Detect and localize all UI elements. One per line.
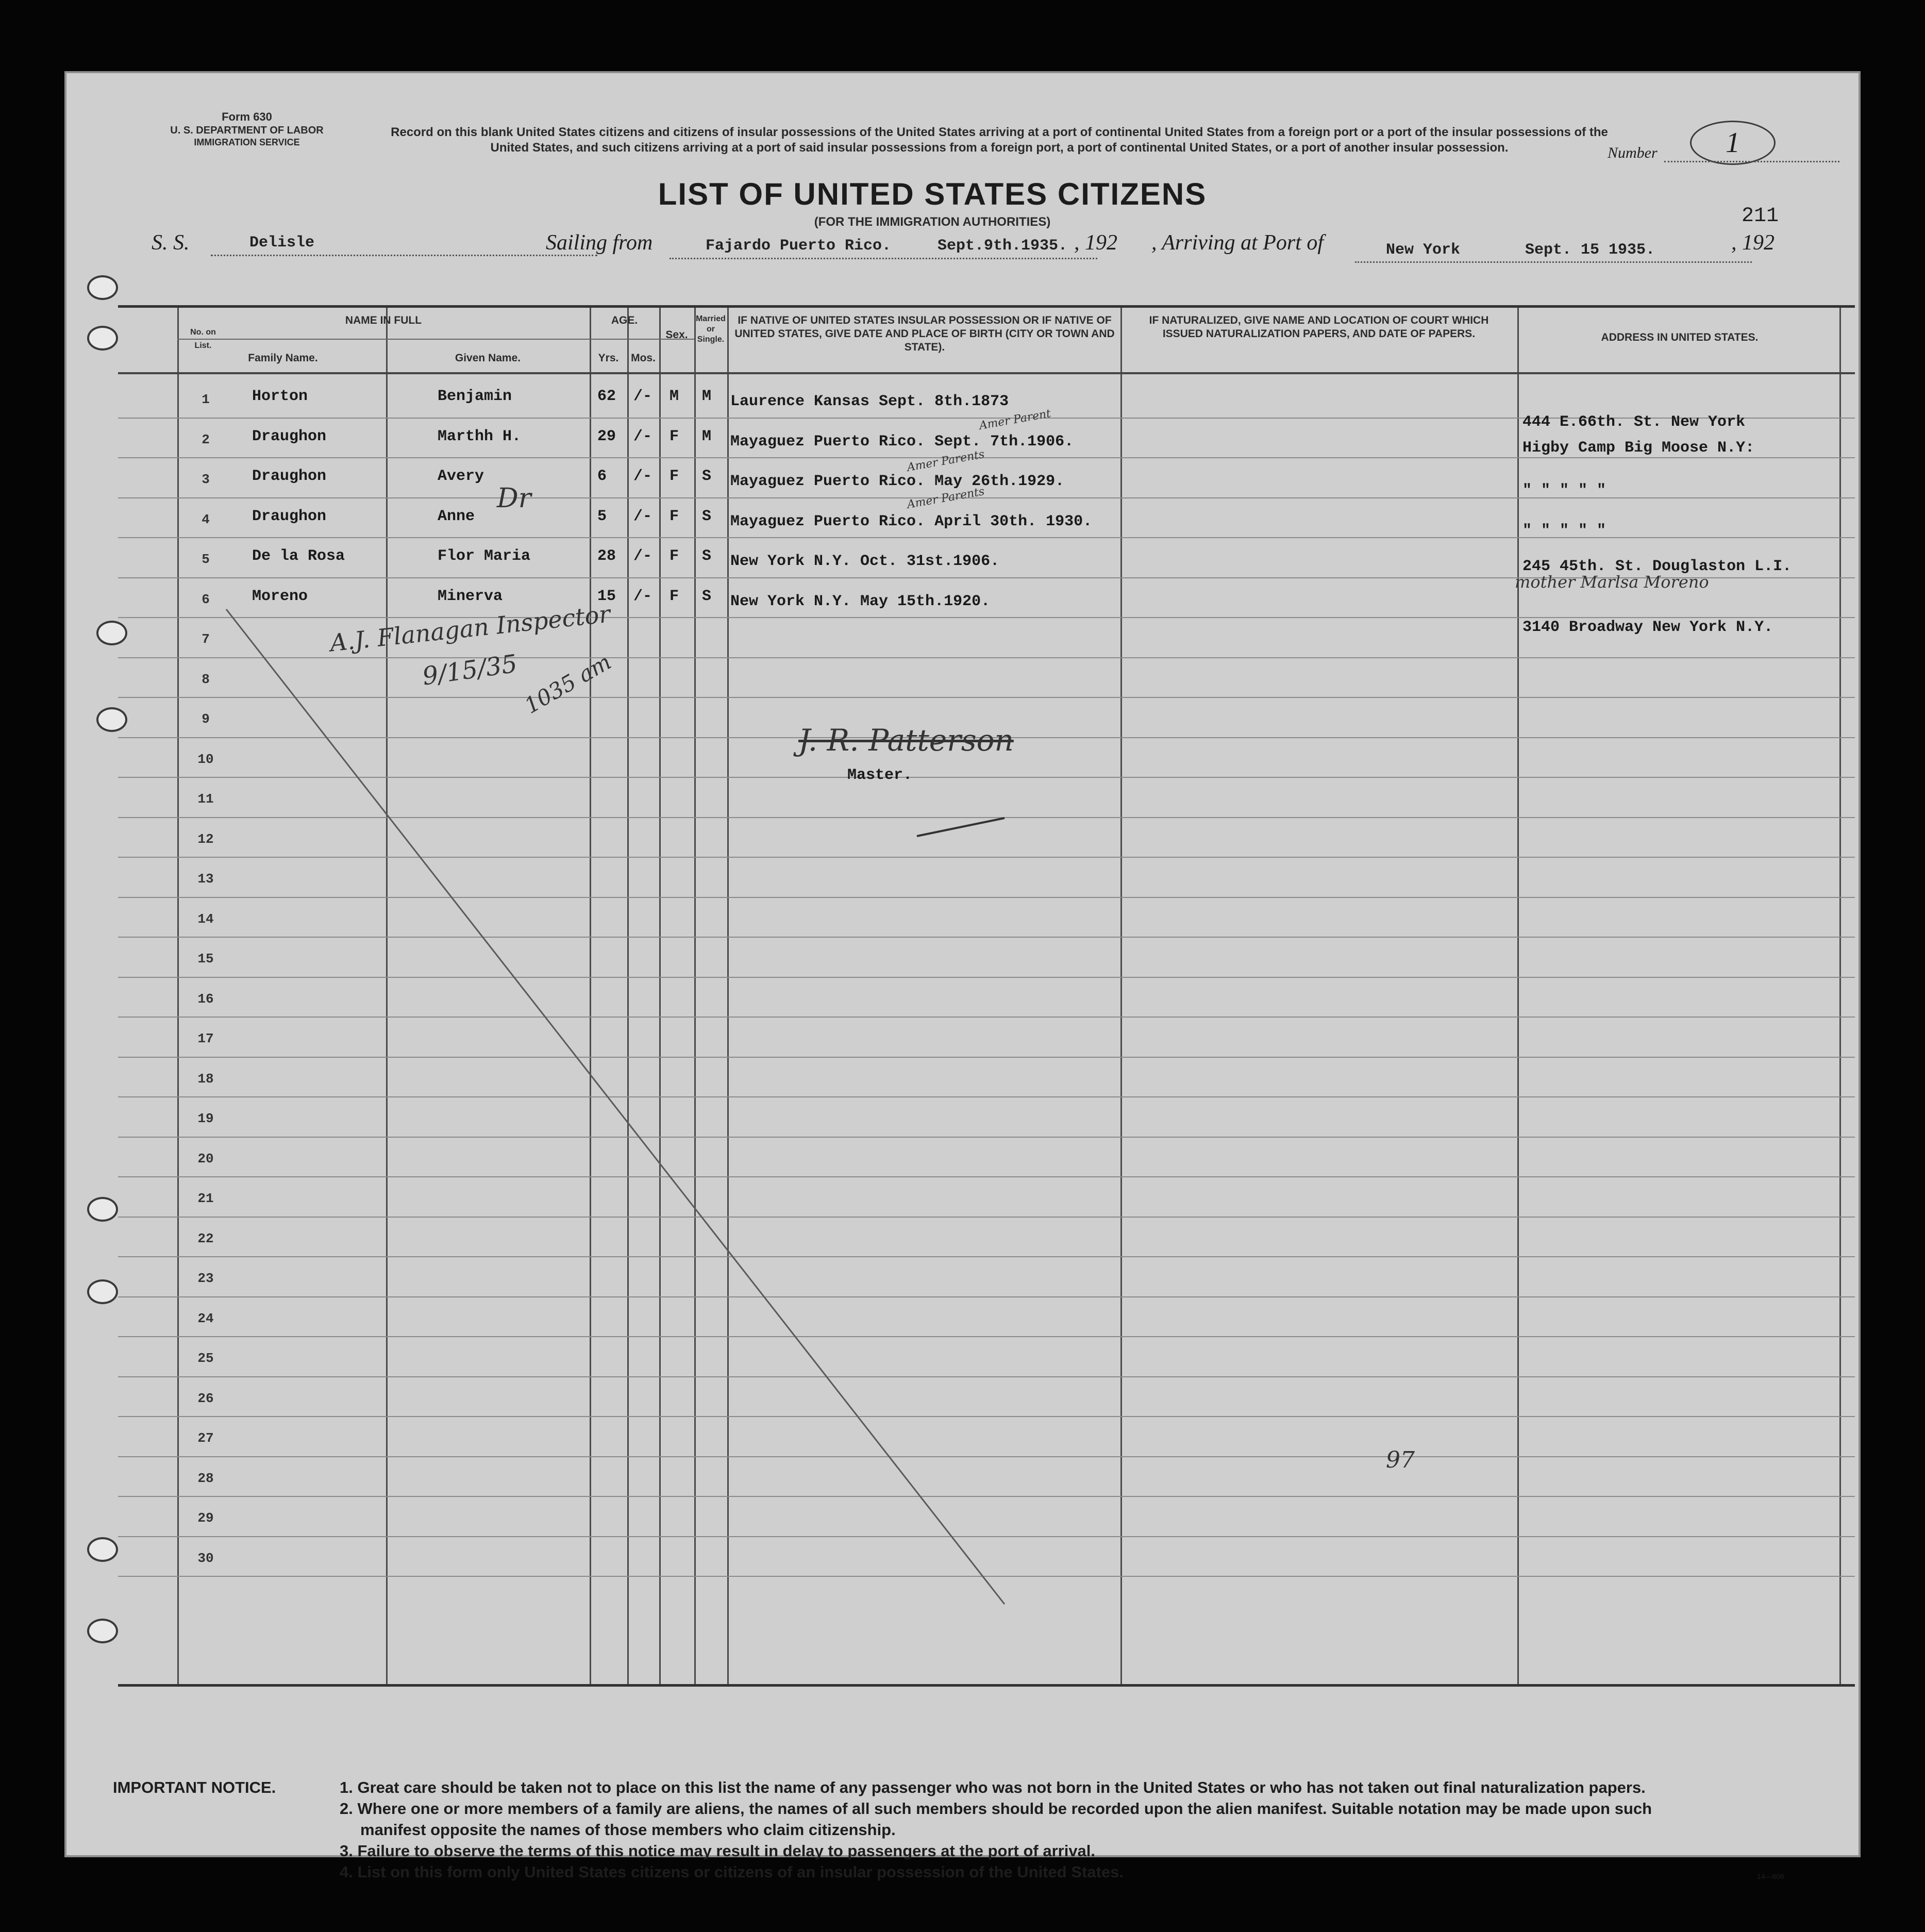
birthplace-cell: New York N.Y. Oct. 31st.1906. xyxy=(730,553,1000,570)
page-number-note: 97 xyxy=(1386,1447,1415,1473)
notice-line-2 xyxy=(113,1798,1788,1819)
given-name-cell: Marthh H. xyxy=(438,427,522,445)
marital-status-cell: S xyxy=(702,507,712,525)
row-number: 9 xyxy=(202,711,210,727)
age-months-cell: /- xyxy=(633,427,652,445)
given-name-cell: Avery xyxy=(438,468,484,485)
ship-name: Delisle xyxy=(249,234,315,252)
sex-cell: M xyxy=(669,388,679,405)
sailing-label: Sailing from xyxy=(546,231,653,255)
record-instructions: Record on this blank United States citizens and citizens of insular possessions of the United States arriving at a port of continental United States from a foreign port or a port of the insular possessions of the United States, and such citizens arriving at a port of said insular possessions from a foreign port, a port of continental United States, or a port of another insular possession. xyxy=(391,125,1608,155)
sailing-date: Sept.9th.1935. xyxy=(938,237,1068,255)
address-cell: " " " " " xyxy=(1522,522,1606,540)
birthplace-cell: Laurence Kansas Sept. 8th.1873 xyxy=(730,393,1009,410)
row-number: 29 xyxy=(197,1510,214,1526)
manifest-sheet xyxy=(64,71,1861,1881)
master-signature: J. R. Patterson xyxy=(798,723,1014,758)
address-cell: Higby Camp Big Moose N.Y: xyxy=(1522,439,1755,457)
row-number: 25 xyxy=(197,1351,214,1366)
notice-item-2-cont: manifest opposite the names of those members who claim citizenship. xyxy=(360,1821,896,1839)
header-no: No. on List. xyxy=(190,328,216,350)
row-number: 20 xyxy=(197,1151,214,1167)
birthplace-cell: Mayaguez Puerto Rico. Sept. 7th.1906. xyxy=(730,432,1074,451)
header-address: ADDRESS IN UNITED STATES. xyxy=(1601,331,1759,343)
given-name-cell: Anne xyxy=(438,507,475,525)
row-number: 22 xyxy=(197,1230,214,1246)
notice-item-3: 3. Failure to observe the terms of this notice may result in delay to passengers at the port of arrival. xyxy=(340,1842,1096,1860)
form-code: 14—606 xyxy=(1757,1872,1784,1880)
row-number: 11 xyxy=(197,791,214,807)
header-name-in-full: NAME IN FULL xyxy=(345,314,422,326)
notice-line-4 xyxy=(113,1861,1788,1883)
important-notice xyxy=(113,1777,1788,1883)
sex-cell: F xyxy=(669,587,679,605)
inspector-signature: A.J. Flanagan Inspector xyxy=(328,599,612,657)
family-name-cell: Draughon xyxy=(252,427,327,445)
page-subtitle: (FOR THE IMMIGRATION AUTHORITIES) xyxy=(814,215,1051,229)
row-number: 30 xyxy=(197,1550,214,1566)
row-number: 21 xyxy=(197,1191,214,1206)
marital-status-cell: M xyxy=(702,427,712,445)
notice-line-2b xyxy=(113,1819,1788,1840)
row-number: 12 xyxy=(197,831,214,847)
header-sex: Sex. xyxy=(665,329,688,341)
header-birth: IF NATIVE OF UNITED STATES INSULAR POSSESSION OR IF NATIVE OF UNITED STATES, GIVE DATE AND PLACE OF BIRTH (CITY OR TOWN AND STATE). xyxy=(734,314,1115,353)
age-months-cell: /- xyxy=(633,587,652,605)
row-number: 16 xyxy=(197,991,214,1007)
marital-status-cell: S xyxy=(702,468,712,485)
department: U. S. DEPARTMENT OF LABOR xyxy=(170,125,324,136)
row-number: 17 xyxy=(197,1031,214,1046)
age-years-cell: 29 xyxy=(597,427,616,445)
inspection-time: 1035 am xyxy=(520,649,615,719)
annotation-mother-note: mother Marlsa Moreno xyxy=(1515,572,1709,592)
row-number: 5 xyxy=(202,552,210,567)
sailing-from: Fajardo Puerto Rico. xyxy=(706,237,892,255)
notice-line-1 xyxy=(113,1777,1788,1798)
header-age: AGE. xyxy=(611,314,638,326)
age-months-cell: /- xyxy=(633,507,652,525)
number-label: Number xyxy=(1608,144,1658,161)
birthplace-cell: Mayaguez Puerto Rico. May 26th.1929. xyxy=(730,473,1065,490)
arriving-date: Sept. 15 1935. xyxy=(1525,241,1655,259)
notice-item-4: 4. List on this form only United States citizens or citizens of an insular possession of the United States. xyxy=(340,1863,1124,1881)
row-number: 23 xyxy=(197,1271,214,1286)
age-months-cell: /- xyxy=(633,547,652,565)
arriving-label: , Arriving at Port of xyxy=(1151,231,1324,255)
arriving-port: New York xyxy=(1386,241,1461,259)
row-number: 3 xyxy=(202,472,210,487)
row-number: 8 xyxy=(202,671,210,687)
marital-status-cell: M xyxy=(702,388,712,405)
row-number: 13 xyxy=(197,871,214,887)
ss-label: S. S. xyxy=(152,231,190,255)
row-number: 19 xyxy=(197,1111,214,1126)
age-months-cell: /- xyxy=(633,468,652,485)
header-family-name: Family Name. xyxy=(248,352,318,364)
inspector-date: 9/15/35 xyxy=(421,649,520,691)
row-number: 28 xyxy=(197,1470,214,1486)
row-number: 15 xyxy=(197,951,214,967)
row-number: 27 xyxy=(197,1430,214,1446)
annotation-initial: Dr xyxy=(497,483,531,514)
age-years-cell: 6 xyxy=(597,468,607,485)
service: IMMIGRATION SERVICE xyxy=(194,137,300,147)
header-mos: Mos. xyxy=(631,352,656,364)
notice-item-2: 2. Where one or more members of a family are aliens, the names of all such members should be recorded upon the alien manifest. Suitable notation may be made upon such xyxy=(340,1800,1652,1818)
family-name-cell: De la Rosa xyxy=(252,547,345,565)
given-name-cell: Flor Maria xyxy=(438,547,531,565)
given-name-cell: Minerva xyxy=(438,587,503,605)
annotation-amer-parent-1: Amer Parent xyxy=(978,407,1052,433)
row-number: 7 xyxy=(202,631,210,647)
address-cell: 3140 Broadway New York N.Y. xyxy=(1522,618,1773,636)
row-number: 10 xyxy=(197,751,214,767)
notice-item-1: 1. Great care should be taken not to place on this list the name of any passenger who was not born in the United States or who has not taken out final naturalization papers. xyxy=(340,1778,1646,1796)
age-months-cell: /- xyxy=(633,388,652,405)
family-name-cell: Draughon xyxy=(252,507,327,525)
address-cell: " " " " " xyxy=(1522,482,1606,499)
given-name-cell: Benjamin xyxy=(438,388,512,405)
birthplace-cell: Mayaguez Puerto Rico. April 30th. 1930. xyxy=(730,512,1093,530)
age-years-cell: 5 xyxy=(597,507,607,525)
header-given-name: Given Name. xyxy=(455,352,521,364)
sex-cell: F xyxy=(669,468,679,485)
cancel-stroke xyxy=(66,73,1863,1859)
stamp-number: 211 xyxy=(1742,205,1779,228)
family-name-cell: Draughon xyxy=(252,468,327,485)
row-number: 14 xyxy=(197,911,214,927)
number-value: 1 xyxy=(1690,121,1776,165)
header-married: Married or Single. xyxy=(696,314,726,344)
address-cell: 444 E.66th. St. New York xyxy=(1522,413,1746,431)
sex-cell: F xyxy=(669,547,679,565)
year-label-2: , 192 xyxy=(1731,231,1775,255)
row-number: 6 xyxy=(202,591,210,607)
marital-status-cell: S xyxy=(702,547,712,565)
age-years-cell: 28 xyxy=(597,547,616,565)
family-name-cell: Moreno xyxy=(252,587,308,605)
annotation-amer-parents-3: Amer Parents xyxy=(906,485,986,512)
row-number: 18 xyxy=(197,1071,214,1087)
row-number: 1 xyxy=(202,392,210,407)
row-number: 4 xyxy=(202,511,210,527)
row-number: 2 xyxy=(202,431,210,447)
family-name-cell: Horton xyxy=(252,388,308,405)
address-cell: 245 45th. St. Douglaston L.I. xyxy=(1522,558,1792,575)
row-number: 24 xyxy=(197,1310,214,1326)
sex-cell: F xyxy=(669,427,679,445)
year-label-1: , 192 xyxy=(1074,231,1117,255)
birthplace-cell: New York N.Y. May 15th.1920. xyxy=(730,592,991,610)
sex-cell: F xyxy=(669,507,679,525)
annotation-amer-parents-2: Amer Parents xyxy=(906,447,986,475)
row-number: 26 xyxy=(197,1390,214,1406)
header-naturalized: IF NATURALIZED, GIVE NAME AND LOCATION OF COURT WHICH ISSUED NATURALIZATION PAPERS, AND DATE OF PAPERS. xyxy=(1149,314,1489,340)
age-years-cell: 15 xyxy=(597,587,616,605)
marital-status-cell: S xyxy=(702,587,712,605)
master-label: Master. xyxy=(847,767,913,784)
page-title: LIST OF UNITED STATES CITIZENS xyxy=(658,177,1207,211)
header-yrs: Yrs. xyxy=(598,352,619,364)
form-number: Form 630 xyxy=(222,110,272,123)
age-years-cell: 62 xyxy=(597,388,616,405)
notice-line-3 xyxy=(113,1840,1788,1861)
notice-heading: IMPORTANT NOTICE. xyxy=(113,1778,276,1796)
